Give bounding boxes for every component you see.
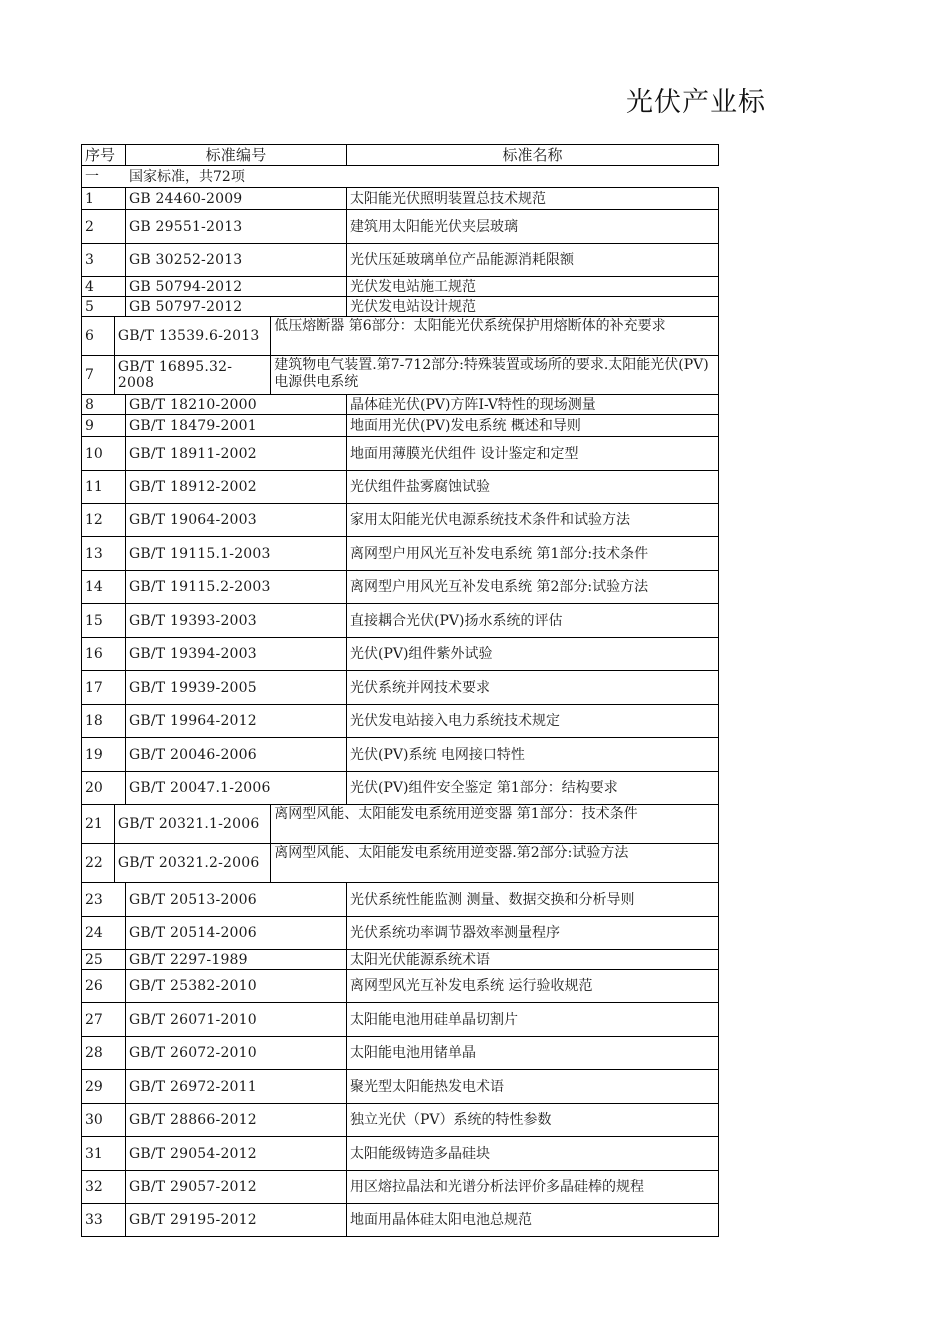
row-seq-no: 4 <box>81 277 126 296</box>
row-standard-name: 聚光型太阳能热发电术语 <box>347 1070 719 1103</box>
row-seq-no: 31 <box>81 1137 126 1170</box>
row-standard-code: GB/T 2297-1989 <box>126 950 347 969</box>
row-standard-name: 太阳能光伏照明装置总技术规范 <box>347 188 719 209</box>
row-standard-code: GB/T 20321.2-2006 <box>115 844 271 882</box>
row-seq-no: 27 <box>81 1003 126 1036</box>
row-seq-no: 23 <box>81 883 126 916</box>
table-row <box>81 949 719 969</box>
table-row <box>81 355 719 394</box>
table-body <box>81 187 719 1237</box>
section-row <box>81 166 719 187</box>
table-row <box>81 969 719 1002</box>
table-row <box>81 470 719 503</box>
row-standard-code: GB/T 26072-2010 <box>126 1037 347 1069</box>
row-standard-code: GB/T 20514-2006 <box>126 917 347 949</box>
row-standard-name: 地面用晶体硅太阳电池总规范 <box>347 1204 719 1236</box>
table-row <box>81 296 719 316</box>
row-standard-name: 独立光伏（PV）系统的特性参数 <box>347 1104 719 1136</box>
row-seq-no: 32 <box>81 1171 126 1203</box>
table-row <box>81 187 719 209</box>
row-standard-name: 太阳能级铸造多晶硅块 <box>347 1137 719 1170</box>
row-standard-name: 光伏发电站接入电力系统技术规定 <box>347 705 719 737</box>
row-seq-no: 16 <box>81 638 126 670</box>
row-seq-no: 6 <box>81 317 115 355</box>
table-row <box>81 1002 719 1036</box>
row-standard-name: 光伏系统功率调节器效率测量程序 <box>347 917 719 949</box>
row-standard-name: 直接耦合光伏(PV)扬水系统的评估 <box>347 604 719 637</box>
row-standard-code: GB/T 18479-2001 <box>126 415 347 436</box>
row-standard-name: 地面用薄膜光伏组件 设计鉴定和定型 <box>347 437 719 470</box>
row-standard-code: GB/T 16895.32-2008 <box>115 356 271 394</box>
table-row <box>81 737 719 771</box>
row-standard-name: 离网型户用风光互补发电系统 第2部分:试验方法 <box>347 571 719 603</box>
row-standard-name: 建筑用太阳能光伏夹层玻璃 <box>347 210 719 243</box>
row-standard-name: 光伏(PV)组件紫外试验 <box>347 638 719 670</box>
row-standard-code: GB/T 19115.2-2003 <box>126 571 347 603</box>
table-row <box>81 243 719 276</box>
row-standard-code: GB/T 29057-2012 <box>126 1171 347 1203</box>
row-standard-code: GB/T 20321.1-2006 <box>115 805 271 843</box>
row-standard-name: 低压熔断器 第6部分：太阳能光伏系统保护用熔断体的补充要求 <box>271 317 719 355</box>
row-standard-name: 晶体硅光伏(PV)方阵I-V特性的现场测量 <box>347 395 719 414</box>
row-standard-code: GB/T 19939-2005 <box>126 671 347 704</box>
table-row <box>81 1069 719 1103</box>
table-row <box>81 804 719 843</box>
table-row <box>81 843 719 882</box>
table-row <box>81 637 719 670</box>
row-seq-no: 17 <box>81 671 126 704</box>
row-standard-code: GB/T 18912-2002 <box>126 471 347 503</box>
row-standard-name: 离网型风光互补发电系统 运行验收规范 <box>347 970 719 1002</box>
row-seq-no: 3 <box>81 244 126 276</box>
row-standard-code: GB/T 28866-2012 <box>126 1104 347 1136</box>
row-seq-no: 14 <box>81 571 126 603</box>
row-standard-name: 光伏(PV)组件安全鉴定 第1部分：结构要求 <box>347 772 719 804</box>
row-standard-name: 太阳能电池用锗单晶 <box>347 1037 719 1069</box>
row-standard-code: GB/T 20046-2006 <box>126 738 347 771</box>
row-standard-code: GB/T 19964-2012 <box>126 705 347 737</box>
row-seq-no: 8 <box>81 395 126 414</box>
table-row <box>81 209 719 243</box>
row-seq-no: 29 <box>81 1070 126 1103</box>
header-standard-code: 标准编号 <box>126 145 347 165</box>
row-standard-code: GB 50797-2012 <box>126 297 347 316</box>
row-seq-no: 12 <box>81 504 126 536</box>
table-row <box>81 771 719 804</box>
header-seq-no: 序号 <box>81 145 126 165</box>
row-standard-code: GB/T 13539.6-2013 <box>115 317 271 355</box>
table-header-row <box>81 144 719 166</box>
row-seq-no: 18 <box>81 705 126 737</box>
row-standard-code: GB/T 19393-2003 <box>126 604 347 637</box>
row-standard-name: 离网型户用风光互补发电系统 第1部分:技术条件 <box>347 537 719 570</box>
row-seq-no: 15 <box>81 604 126 637</box>
row-standard-code: GB 50794-2012 <box>126 277 347 296</box>
row-seq-no: 33 <box>81 1204 126 1236</box>
row-standard-name: 地面用光伏(PV)发电系统 概述和导则 <box>347 415 719 436</box>
row-seq-no: 24 <box>81 917 126 949</box>
section-number: 一 <box>81 166 126 187</box>
header-standard-name: 标准名称 <box>347 145 719 165</box>
row-seq-no: 13 <box>81 537 126 570</box>
row-standard-name: 离网型风能、太阳能发电系统用逆变器 第1部分：技术条件 <box>271 805 719 843</box>
table-row <box>81 670 719 704</box>
row-standard-code: GB/T 26071-2010 <box>126 1003 347 1036</box>
row-standard-code: GB/T 29195-2012 <box>126 1204 347 1236</box>
section-label: 国家标准，共72项 <box>129 168 245 185</box>
table-row <box>81 414 719 436</box>
table-row <box>81 916 719 949</box>
row-standard-code: GB/T 19115.1-2003 <box>126 537 347 570</box>
row-standard-name: 光伏发电站施工规范 <box>347 277 719 296</box>
row-seq-no: 19 <box>81 738 126 771</box>
row-standard-name: 光伏组件盐雾腐蚀试验 <box>347 471 719 503</box>
standards-table <box>81 144 719 1237</box>
row-standard-name: 家用太阳能光伏电源系统技术条件和试验方法 <box>347 504 719 536</box>
row-seq-no: 5 <box>81 297 126 316</box>
row-standard-code: GB/T 20513-2006 <box>126 883 347 916</box>
row-standard-code: GB/T 18210-2000 <box>126 395 347 414</box>
row-standard-name: 光伏发电站设计规范 <box>347 297 719 316</box>
row-standard-code: GB 29551-2013 <box>126 210 347 243</box>
table-row <box>81 1170 719 1203</box>
table-row <box>81 603 719 637</box>
row-seq-no: 7 <box>81 356 115 394</box>
row-standard-code: GB/T 20047.1-2006 <box>126 772 347 804</box>
row-standard-code: GB/T 19064-2003 <box>126 504 347 536</box>
row-standard-code: GB/T 18911-2002 <box>126 437 347 470</box>
row-seq-no: 30 <box>81 1104 126 1136</box>
row-standard-name: 建筑物电气装置.第7-712部分:特殊装置或场所的要求.太阳能光伏(PV)电源供电系统 <box>271 356 719 394</box>
row-standard-name: 光伏系统性能监测 测量、数据交换和分析导则 <box>347 883 719 916</box>
row-standard-code: GB 24460-2009 <box>126 188 347 209</box>
table-row <box>81 316 719 355</box>
row-seq-no: 28 <box>81 1037 126 1069</box>
table-row <box>81 704 719 737</box>
table-row <box>81 503 719 536</box>
row-seq-no: 20 <box>81 772 126 804</box>
row-standard-code: GB/T 25382-2010 <box>126 970 347 1002</box>
table-row <box>81 436 719 470</box>
row-standard-code: GB/T 26972-2011 <box>126 1070 347 1103</box>
table-row <box>81 276 719 296</box>
table-row <box>81 536 719 570</box>
row-seq-no: 10 <box>81 437 126 470</box>
row-standard-name: 太阳能电池用硅单晶切割片 <box>347 1003 719 1036</box>
row-seq-no: 11 <box>81 471 126 503</box>
row-standard-name: 光伏压延玻璃单位产品能源消耗限额 <box>347 244 719 276</box>
table-row <box>81 1136 719 1170</box>
row-seq-no: 22 <box>81 844 115 882</box>
row-seq-no: 2 <box>81 210 126 243</box>
row-seq-no: 1 <box>81 188 126 209</box>
table-row <box>81 570 719 603</box>
row-standard-name: 太阳光伏能源系统术语 <box>347 950 719 969</box>
row-standard-name: 用区熔拉晶法和光谱分析法评价多晶硅棒的规程 <box>347 1171 719 1203</box>
row-standard-code: GB/T 29054-2012 <box>126 1137 347 1170</box>
row-standard-code: GB/T 19394-2003 <box>126 638 347 670</box>
row-seq-no: 9 <box>81 415 126 436</box>
row-standard-name: 光伏系统并网技术要求 <box>347 671 719 704</box>
row-standard-name: 离网型风能、太阳能发电系统用逆变器.第2部分:试验方法 <box>271 844 719 882</box>
row-seq-no: 21 <box>81 805 115 843</box>
page-title: 光伏产业标 <box>626 87 766 118</box>
row-standard-name: 光伏(PV)系统 电网接口特性 <box>347 738 719 771</box>
row-seq-no: 25 <box>81 950 126 969</box>
table-row <box>81 882 719 916</box>
table-row <box>81 1103 719 1136</box>
table-row <box>81 1203 719 1237</box>
row-standard-code: GB 30252-2013 <box>126 244 347 276</box>
row-seq-no: 26 <box>81 970 126 1002</box>
table-row <box>81 1036 719 1069</box>
table-row <box>81 394 719 414</box>
